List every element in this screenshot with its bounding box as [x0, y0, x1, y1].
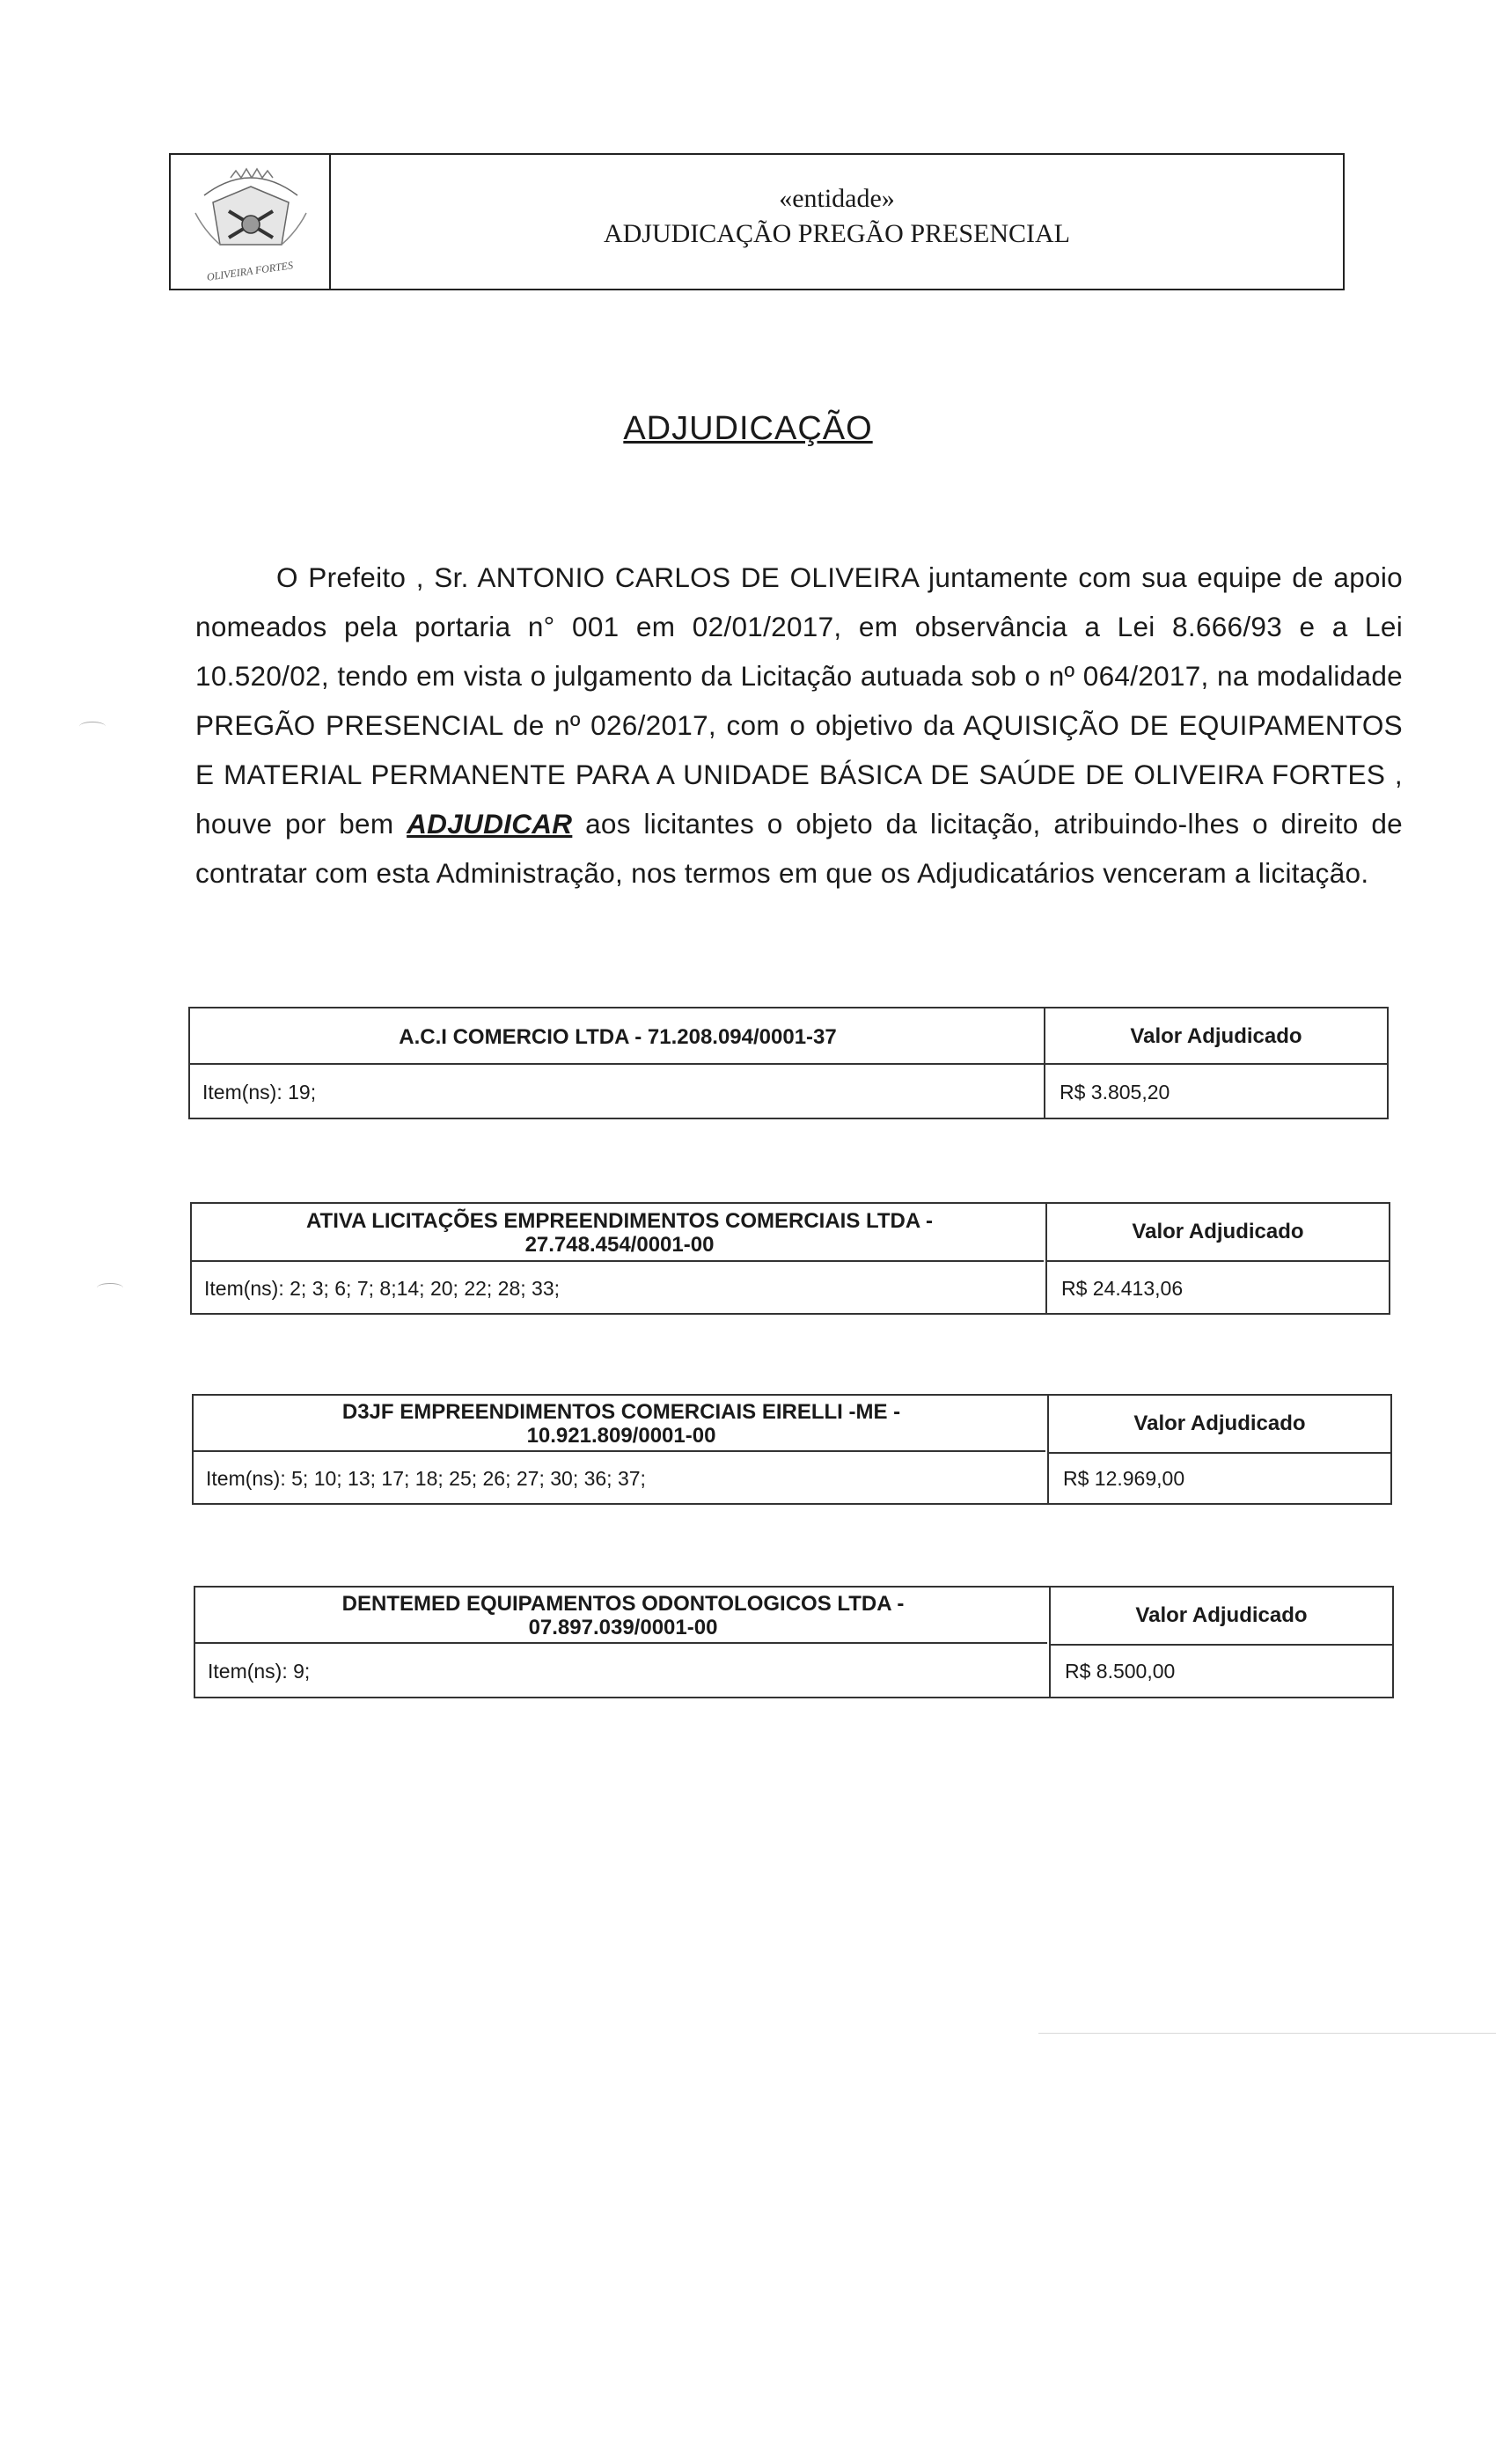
entity-placeholder: «entidade» [779, 184, 895, 213]
value-label: Valor Adjudicado [1130, 1024, 1302, 1048]
awarded-amount: R$ 12.969,00 [1063, 1466, 1185, 1490]
awarded-amount: R$ 8.500,00 [1065, 1659, 1176, 1683]
awarded-amount: R$ 3.805,20 [1060, 1080, 1170, 1104]
municipal-seal [171, 155, 331, 289]
value-label: Valor Adjudicado [1132, 1220, 1304, 1243]
company-name: D3JF EMPREENDIMENTOS COMERCIAIS EIRELLI -ME - 10.921.809/0001-00 [341, 1400, 901, 1448]
award-table [192, 1394, 1392, 1505]
document-title: ADJUDICAÇÃO [623, 410, 873, 447]
adjudicar-emphasis: ADJUDICAR [407, 808, 573, 840]
award-table [190, 1202, 1390, 1315]
items-list: Item(ns): 5; 10; 13; 17; 18; 25; 26; 27; 30; 36; 37; [206, 1466, 646, 1490]
paragraph-text-after: aos licitantes o objeto da licitação, atribuindo-lhes o direito de contratar com esta Administração, nos termos em que os Adjudicatários venceram a licitação. [195, 808, 1403, 889]
award-table [194, 1586, 1394, 1698]
value-label: Valor Adjudicado [1133, 1412, 1306, 1435]
seal-icon [178, 160, 324, 266]
header-title: ADJUDICAÇÃO PREGÃO PRESENCIAL [603, 219, 1071, 248]
scan-artifact-line [1038, 2033, 1496, 2034]
award-table [188, 1007, 1389, 1119]
awarded-amount: R$ 24.413,06 [1061, 1276, 1184, 1300]
company-name: DENTEMED EQUIPAMENTOS ODONTOLOGICOS LTDA - 07.897.039/0001-00 [341, 1592, 905, 1639]
items-list: Item(ns): 9; [208, 1659, 311, 1683]
seal-caption: OLIVEIRA FORTES [206, 259, 294, 283]
document-header [169, 153, 1345, 290]
hole-punch-mark [79, 722, 106, 731]
company-name: A.C.I COMERCIO LTDA - 71.208.094/0001-37 [399, 1024, 837, 1049]
items-list: Item(ns): 19; [202, 1080, 317, 1104]
company-name: ATIVA LICITAÇÕES EMPREENDIMENTOS COMERCIAIS LTDA - 27.748.454/0001-00 [305, 1209, 933, 1257]
value-label: Valor Adjudicado [1135, 1603, 1308, 1627]
items-list: Item(ns): 2; 3; 6; 7; 8;14; 20; 22; 28; 33; [204, 1276, 561, 1300]
paragraph-text-before: O Prefeito , Sr. ANTONIO CARLOS DE OLIVEIRA juntamente com sua equipe de apoio nomeados pela portaria n° 001 em 02/01/2017, em observância a Lei 8.666/93 e a Lei 10.520/02, tendo em vista o julgamento da Licitação autuada sob o nº 064/2017, na modalidade PREGÃO PRESENCIAL de nº 026/2017, com o objetivo da AQUISIÇÃO DE EQUIPAMENTOS E MATERIAL PERMANENTE PARA A UNIDADE BÁSICA DE SAÚDE DE OLIVEIRA FORTES , houve por bem [195, 561, 1403, 840]
header-text [331, 181, 1343, 252]
hole-punch-mark [97, 1283, 123, 1293]
body-paragraph [195, 553, 1403, 898]
